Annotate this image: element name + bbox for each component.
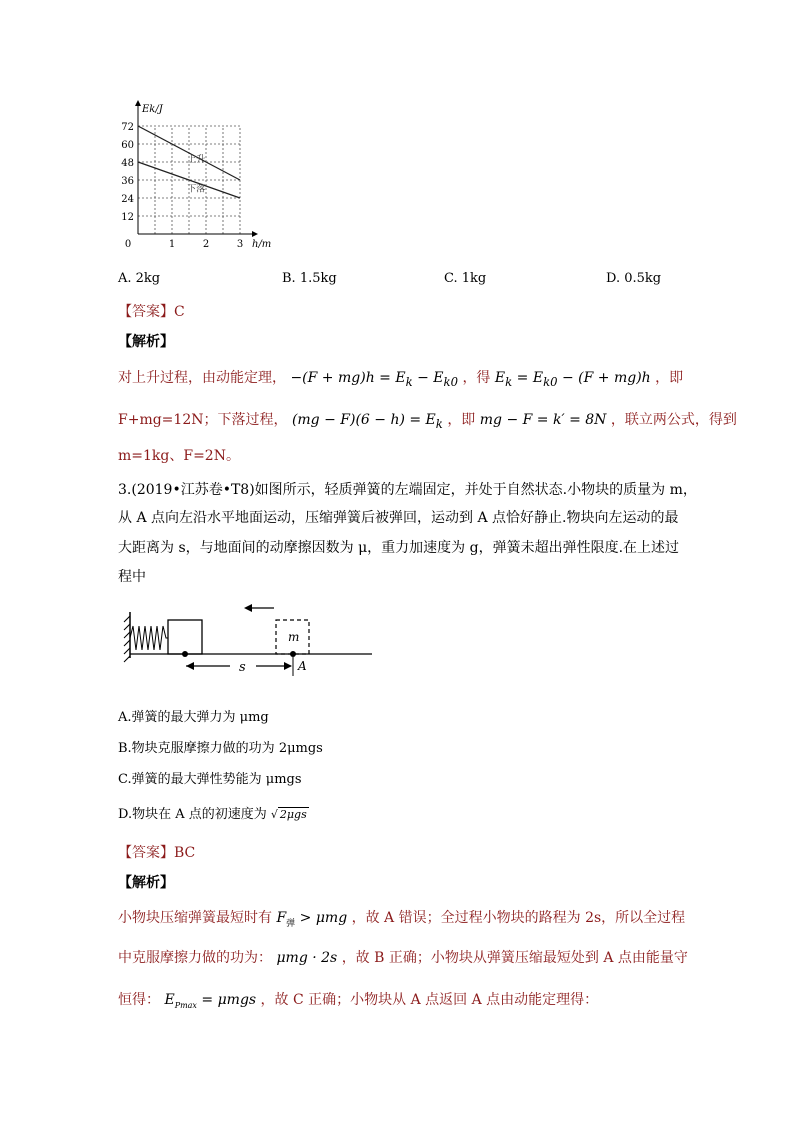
q3-answer: 【答案】BC <box>118 845 196 861</box>
text: ，即 <box>447 412 476 428</box>
block-compressed <box>168 620 202 654</box>
y-tick-label: 60 <box>121 140 134 151</box>
q2-solution-line1 <box>118 366 683 394</box>
eq-part: = μmgs <box>196 992 257 1008</box>
sub: k <box>405 374 413 389</box>
y-tick-label: 72 <box>121 122 134 133</box>
option-a: A. 2kg <box>118 271 161 286</box>
eq-part: = E <box>512 370 544 386</box>
series-label: 上升 <box>187 155 206 166</box>
option-d: D. 0.5kg <box>606 271 662 286</box>
sub: k0 <box>543 374 558 389</box>
text: 恒得： <box>118 992 160 1008</box>
point-a-label: A <box>298 659 307 673</box>
q3-analysis-label: 【解析】 <box>118 875 174 891</box>
x-tick-label: 1 <box>168 239 176 250</box>
arrow-head <box>244 604 252 612</box>
text: 中克服摩擦力做的功为： <box>118 950 272 966</box>
q3-solution-line2 <box>118 946 688 970</box>
q3-solution-line1 <box>118 906 685 936</box>
q3-stem-line3: 大距离为 s，与地面间的动摩擦因数为 μ，重力加速度为 g，弹簧未超出弹性限度.在上述过 <box>118 540 680 556</box>
formula <box>164 992 256 1008</box>
eq-part: − E <box>412 370 444 386</box>
q3-solution-line3 <box>118 988 598 1018</box>
sub: k <box>435 416 443 431</box>
sub: Pmax <box>174 1000 197 1010</box>
eq-part: (mg − F)(6 − h) = E <box>291 412 436 428</box>
radicand: 2μgs <box>279 808 307 821</box>
formula <box>291 412 443 431</box>
text: ，故 C 正确；小物块从 A 点返回 A 点由动能定理得： <box>260 992 599 1008</box>
x-axis-arrow <box>252 231 258 237</box>
text: ，联立两公式，得到 <box>610 412 737 428</box>
y-tick-label: 48 <box>121 158 134 169</box>
distance-arrow-right <box>284 662 292 670</box>
text: ，得 <box>462 370 491 386</box>
option-b: B. 1.5kg <box>282 271 337 286</box>
y-tick-label: 24 <box>121 194 134 205</box>
eq-part: E <box>494 370 506 386</box>
text: ，故 A 错误；全过程小物块的路程为 2s，所以全过程 <box>351 910 686 926</box>
point-a <box>290 651 296 657</box>
eq-part: > μmg <box>295 910 348 926</box>
sub: k <box>505 374 513 389</box>
q3-stem-line1: 3.(2019•江苏卷•T8)如图所示，轻质弹簧的左端固定，并处于自然状态.小物块的质量为 m， <box>118 482 697 498</box>
eq-part: − (F + mg)h <box>557 370 651 386</box>
text: 小物块压缩弹簧最短时有 <box>118 910 272 926</box>
sub: k0 <box>443 374 458 389</box>
ek-h-chart <box>108 96 288 256</box>
formula: mg − F = k′ = 8N <box>479 412 607 428</box>
wall-hatch <box>124 616 130 662</box>
q3-stem-line2: 从 A 点向左沿水平地面运动，压缩弹簧后被弹回，运动到 A 点恰好静止.物块向左运动的最 <box>118 510 679 526</box>
eq-part: F <box>276 910 287 926</box>
q3-option-c: C.弹簧的最大弹性势能为 μmgs <box>118 772 302 787</box>
formula: μmg · 2s <box>276 950 338 966</box>
y-tick-label: 12 <box>121 212 134 223</box>
spring-block-figure <box>122 600 382 680</box>
analysis-label: 【解析】 <box>118 334 174 350</box>
text: D.物块在 A 点的初速度为 <box>118 807 271 822</box>
q3-option-d <box>118 803 309 822</box>
eq-part: −(F + mg)h = E <box>290 370 406 386</box>
y-tick-label: 36 <box>121 176 134 187</box>
series-line <box>138 126 240 180</box>
distance-label: s <box>239 660 246 675</box>
q3-stem-line4: 程中 <box>118 569 146 585</box>
mass-label: m <box>288 630 300 644</box>
x-tick-label: 3 <box>236 239 244 250</box>
x-tick-label: 0 <box>124 239 132 250</box>
text: ，即 <box>655 370 684 386</box>
x-axis-label: h/m <box>252 239 272 250</box>
formula <box>276 910 348 929</box>
option-c: C. 1kg <box>444 271 487 286</box>
sqrt: √ 2μgs <box>270 808 307 821</box>
y-axis-label: Ek/J <box>142 104 163 115</box>
y-axis-arrow <box>135 100 141 106</box>
q3-option-b: B.物块克服摩擦力做的功为 2μmgs <box>118 741 323 756</box>
text: F+mg=12N；下落过程， <box>118 412 288 428</box>
q2-solution-line3: m=1kg、F=2N。 <box>118 448 240 464</box>
formula <box>494 370 651 389</box>
point-left <box>182 651 188 657</box>
answer-label <box>118 301 185 321</box>
answer-text: 【答案】C <box>118 304 185 320</box>
series-label: 下落 <box>187 184 206 195</box>
q3-option-a: A.弹簧的最大弹力为 μmg <box>118 710 269 725</box>
spring <box>130 626 168 650</box>
x-tick-label: 2 <box>202 239 210 250</box>
eq-part: E <box>164 992 175 1008</box>
text: 对上升过程，由动能定理， <box>118 370 286 386</box>
distance-arrow-left <box>186 662 194 670</box>
q2-solution-line2 <box>118 408 737 436</box>
text: ，故 B 正确；小物块从弹簧压缩最短处到 A 点由能量守 <box>341 950 688 966</box>
sub: 弹 <box>286 918 296 929</box>
formula <box>290 370 458 389</box>
